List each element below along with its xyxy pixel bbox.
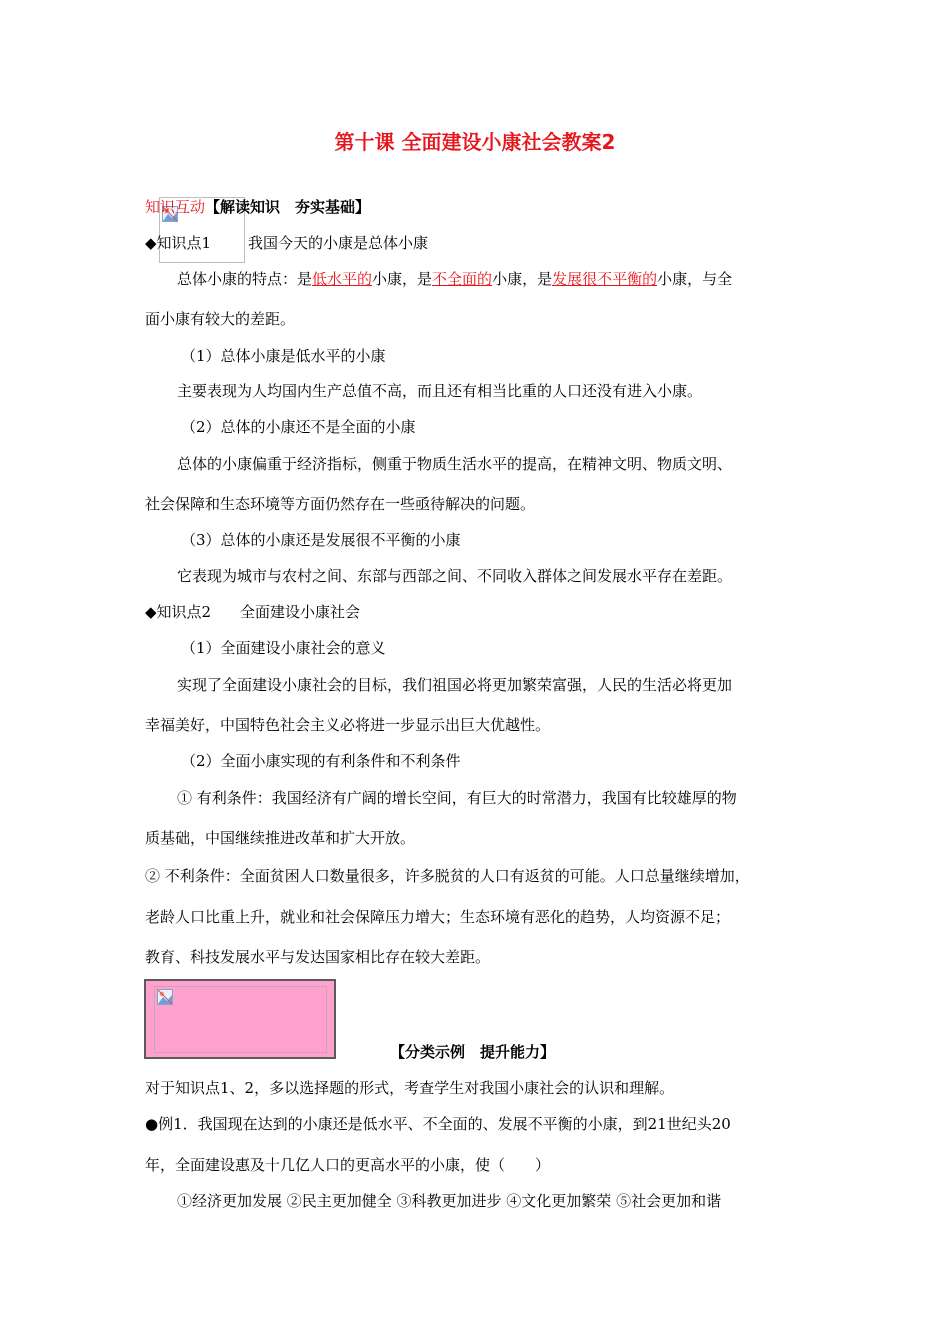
q1-heading: （1）全面建设小康社会的意义 — [181, 639, 386, 657]
kp1-features-cont: 面小康有较大的差距。 — [145, 310, 296, 328]
intro-text: 对于知识点1、2，多以选择题的形式，考查学生对我国小康社会的认识和理解。 — [145, 1079, 675, 1097]
p1-body: 主要表现为人均国内生产总值不高，而且还有相当比重的人口还没有进入小康。 — [177, 382, 703, 400]
q2-unfavorable-2: 老龄人口比重上升，就业和社会保障压力增大；生态环境有恶化的趋势，人均资源不足； — [145, 908, 731, 926]
section-title: 【解读知识 夯实基础】 — [205, 198, 371, 216]
image-frame — [154, 986, 327, 1053]
example-1-line-1: ●例1．我国现在达到的小康还是低水平、不全面的、发展不平衡的小康，到21世纪头20 — [145, 1115, 731, 1133]
text-segment: 小康，是 — [492, 270, 553, 288]
p2-body-2: 社会保障和生态环境等方面仍然存在一些亟待解决的问题。 — [145, 495, 536, 513]
text-segment: 总体小康的特点：是 — [177, 270, 313, 288]
p2-heading: （2）总体的小康还不是全面的小康 — [181, 418, 416, 436]
p2-body-1: 总体的小康偏重于经济指标，侧重于物质生活水平的提高，在精神文明、物质文明、 — [177, 455, 733, 473]
page-title: 第十课 全面建设小康社会教案2 — [334, 130, 616, 154]
kp2-title: 全面建设小康社会 — [240, 603, 361, 621]
p1-heading: （1）总体小康是低水平的小康 — [181, 347, 386, 365]
q2-favorable-2: 质基础，中国继续推进改革和扩大开放。 — [145, 829, 416, 847]
q2-heading: （2）全面小康实现的有利条件和不利条件 — [181, 752, 461, 770]
kp1-label: ◆知识点1 — [145, 234, 212, 252]
q2-favorable-1: ① 有利条件：我国经济有广阔的增长空间，有巨大的时常潜力，我国有比较雄厚的物 — [177, 789, 737, 807]
section-heading-2: 【分类示例 提升能力】 — [390, 1043, 556, 1061]
kp1-title: 我国今天的小康是总体小康 — [248, 234, 429, 252]
image-placeholder-pink — [144, 979, 336, 1059]
text-segment: 小康，与全 — [657, 270, 733, 288]
p3-heading: （3）总体的小康还是发展很不平衡的小康 — [181, 531, 461, 549]
underlined-term: 发展很不平衡的 — [552, 270, 658, 288]
q2-unfavorable-1: ② 不利条件：全面贫困人口数量很多，许多脱贫的人口有返贫的可能。人口总量继续增加， — [145, 867, 750, 885]
p3-body: 它表现为城市与农村之间、东部与西部之间、不同收入群体之间发展水平存在差距。 — [177, 567, 733, 585]
broken-image-icon — [157, 989, 173, 1005]
kp1-features — [177, 269, 732, 289]
section-heading-1 — [145, 197, 370, 217]
underlined-term: 低水平的 — [312, 270, 373, 288]
q1-body-2: 幸福美好，中国特色社会主义必将进一步显示出巨大优越性。 — [145, 716, 551, 734]
text-segment: 小康，是 — [372, 270, 433, 288]
example-1-options: ①经济更加发展 ②民主更加健全 ③科教更加进步 ④文化更加繁荣 ⑤社会更加和谐 — [177, 1192, 722, 1210]
underlined-term: 不全面的 — [432, 270, 493, 288]
kp2-label: ◆知识点2 — [145, 603, 212, 621]
q2-unfavorable-3: 教育、科技发展水平与发达国家相比存在较大差距。 — [145, 948, 491, 966]
section-prefix: 知识互动 — [145, 198, 206, 216]
example-1-line-2: 年，全面建设惠及十几亿人口的更高水平的小康，使（ ） — [145, 1156, 551, 1174]
q1-body-1: 实现了全面建设小康社会的目标，我们祖国必将更加繁荣富强，人民的生活必将更加 — [177, 676, 733, 694]
